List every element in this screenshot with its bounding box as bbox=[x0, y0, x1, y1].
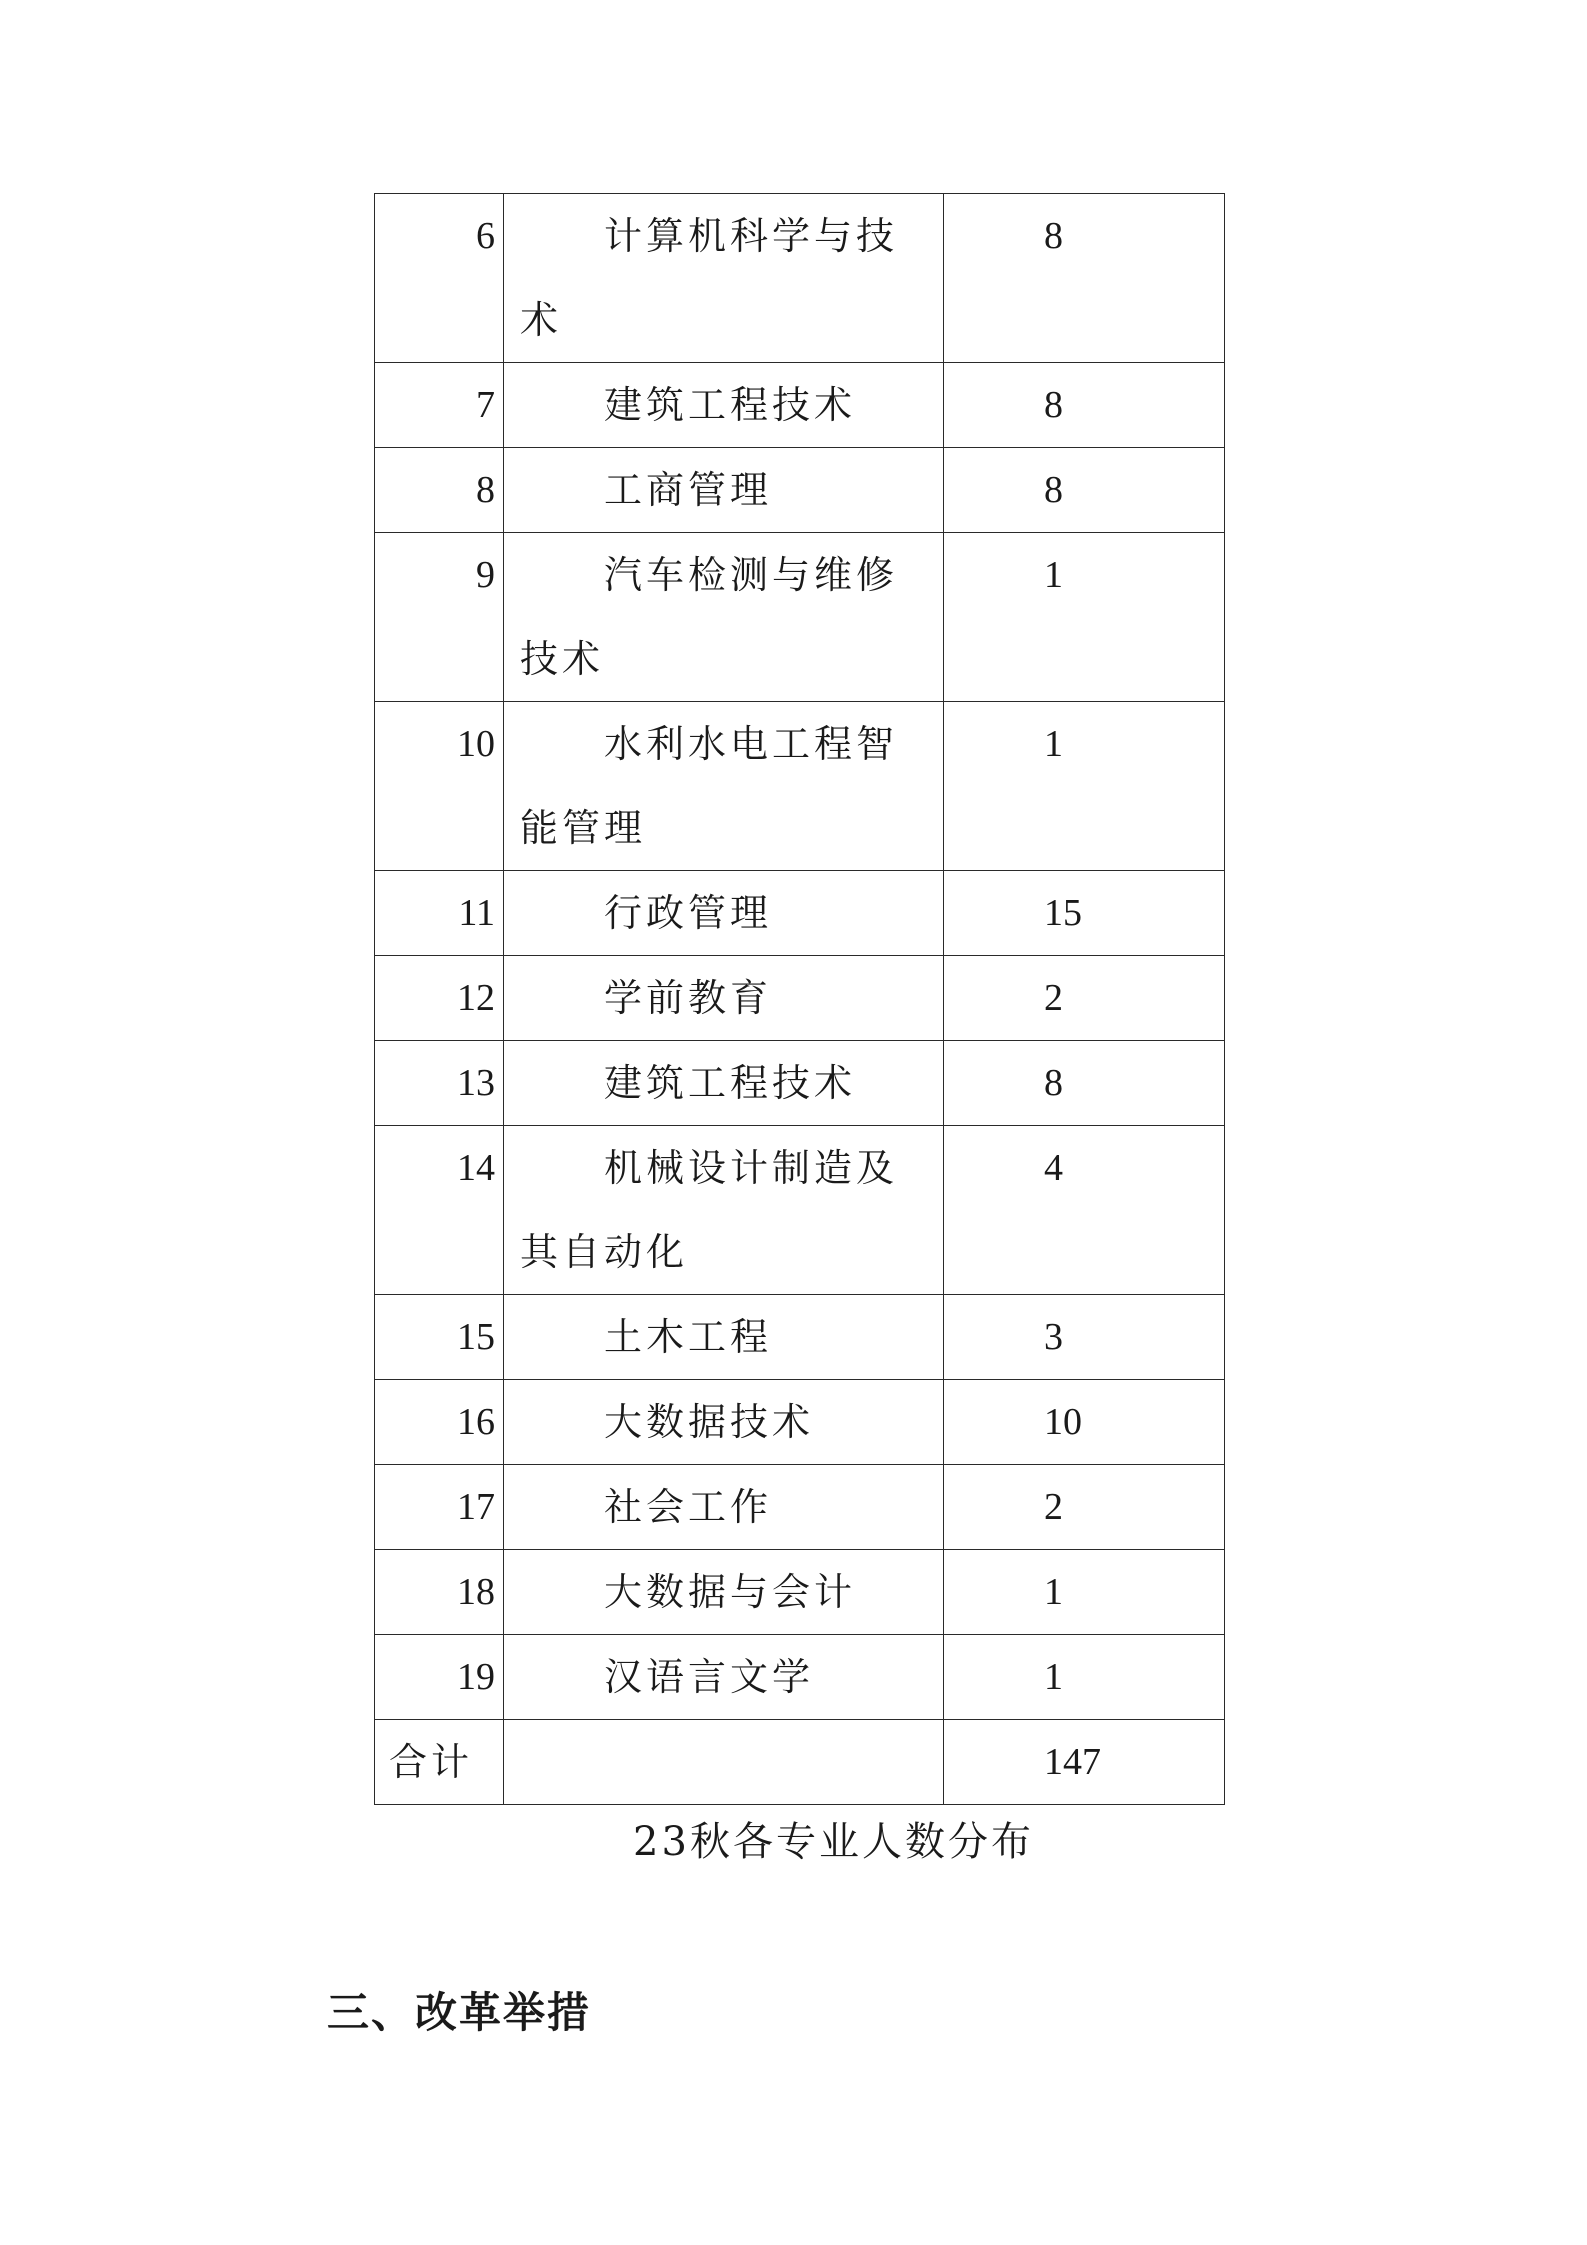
total-major-empty bbox=[504, 1720, 944, 1805]
table-row bbox=[375, 1295, 1225, 1380]
row-number: 14 bbox=[375, 1126, 504, 1295]
table-row bbox=[375, 533, 1225, 702]
row-number: 12 bbox=[375, 956, 504, 1041]
row-number: 6 bbox=[375, 194, 504, 363]
student-count: 1 bbox=[944, 1550, 1225, 1635]
major-name: 大数据技术 bbox=[504, 1380, 944, 1465]
table-row bbox=[375, 702, 1225, 871]
row-number: 16 bbox=[375, 1380, 504, 1465]
table-row bbox=[375, 448, 1225, 533]
row-number: 9 bbox=[375, 533, 504, 702]
table-caption: 23秋各专业人数分布 bbox=[633, 1819, 1034, 1865]
table-row bbox=[375, 1635, 1225, 1720]
table-row bbox=[375, 871, 1225, 956]
student-count: 2 bbox=[944, 1465, 1225, 1550]
major-name: 计算机科学与技术 bbox=[504, 194, 944, 363]
table-body bbox=[375, 194, 1225, 1805]
major-name: 土木工程 bbox=[504, 1295, 944, 1380]
student-count: 1 bbox=[944, 1635, 1225, 1720]
table-row bbox=[375, 1126, 1225, 1295]
major-name: 社会工作 bbox=[504, 1465, 944, 1550]
total-count: 147 bbox=[944, 1720, 1225, 1805]
row-number: 8 bbox=[375, 448, 504, 533]
student-count: 8 bbox=[944, 363, 1225, 448]
section-heading: 三、改革举措 bbox=[327, 1988, 592, 2037]
table-row bbox=[375, 1041, 1225, 1126]
row-number: 18 bbox=[375, 1550, 504, 1635]
major-name: 机械设计制造及其自动化 bbox=[504, 1126, 944, 1295]
student-count: 8 bbox=[944, 1041, 1225, 1126]
student-count: 3 bbox=[944, 1295, 1225, 1380]
table-row bbox=[375, 363, 1225, 448]
major-name: 水利水电工程智能管理 bbox=[504, 702, 944, 871]
row-number: 19 bbox=[375, 1635, 504, 1720]
major-name: 建筑工程技术 bbox=[504, 363, 944, 448]
major-name: 学前教育 bbox=[504, 956, 944, 1041]
major-name: 汉语言文学 bbox=[504, 1635, 944, 1720]
table-row bbox=[375, 1380, 1225, 1465]
table-row bbox=[375, 1550, 1225, 1635]
total-label: 合计 bbox=[375, 1720, 504, 1805]
student-count: 10 bbox=[944, 1380, 1225, 1465]
table-row bbox=[375, 1465, 1225, 1550]
table-total-row bbox=[375, 1720, 1225, 1805]
student-count: 15 bbox=[944, 871, 1225, 956]
row-number: 7 bbox=[375, 363, 504, 448]
table-row bbox=[375, 956, 1225, 1041]
major-name: 工商管理 bbox=[504, 448, 944, 533]
student-count: 8 bbox=[944, 448, 1225, 533]
row-number: 15 bbox=[375, 1295, 504, 1380]
student-count: 1 bbox=[944, 702, 1225, 871]
student-count: 4 bbox=[944, 1126, 1225, 1295]
table-row bbox=[375, 194, 1225, 363]
row-number: 13 bbox=[375, 1041, 504, 1126]
row-number: 11 bbox=[375, 871, 504, 956]
major-name: 大数据与会计 bbox=[504, 1550, 944, 1635]
major-name: 行政管理 bbox=[504, 871, 944, 956]
student-count: 8 bbox=[944, 194, 1225, 363]
major-name: 汽车检测与维修技术 bbox=[504, 533, 944, 702]
major-enrollment-table bbox=[374, 193, 1225, 1805]
major-name: 建筑工程技术 bbox=[504, 1041, 944, 1126]
row-number: 10 bbox=[375, 702, 504, 871]
student-count: 1 bbox=[944, 533, 1225, 702]
student-count: 2 bbox=[944, 956, 1225, 1041]
row-number: 17 bbox=[375, 1465, 504, 1550]
